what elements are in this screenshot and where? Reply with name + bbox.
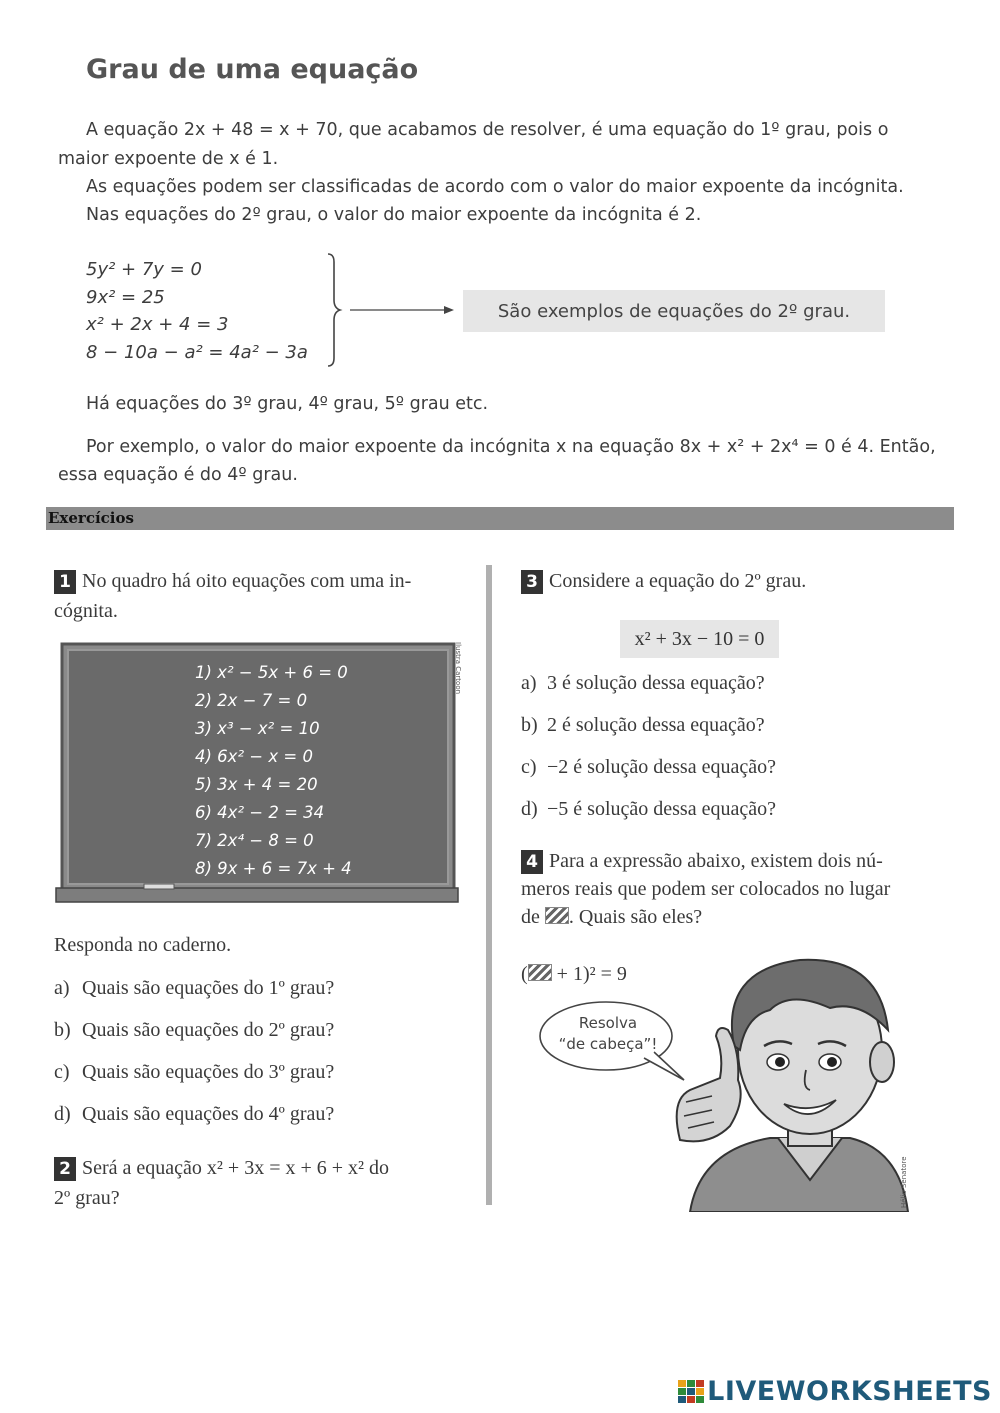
example-equation: x² + 2x + 4 = 3: [86, 314, 229, 335]
example-equation: 5y² + 7y = 0: [86, 259, 202, 280]
exercise-number: 1: [54, 570, 76, 594]
intro-paragraph-1-cont: maior expoente de x é 1.: [58, 149, 279, 169]
exercise-4-expression: ( + 1)² = 9: [521, 963, 627, 985]
boy-thinking-illustration: [660, 950, 910, 1212]
column-divider: [486, 565, 492, 1205]
question-3b: b) 2 é solução dessa equação?: [521, 714, 765, 736]
paragraph-example: Por exemplo, o valor do maior expoente da incógnita x na equação 8x + x² + 2x⁴ = 0 é 4. Então,: [86, 437, 936, 457]
board-equation: 2) 2x − 7 = 0: [195, 691, 308, 710]
question-1a: a) Quais são equações do 1º grau?: [54, 977, 335, 999]
board-credit: Ilustra Cartoon: [454, 642, 462, 695]
instruction-text: Responda no caderno.: [54, 934, 232, 956]
page-title: Grau de uma equação: [86, 54, 419, 85]
intro-paragraph-1: A equação 2x + 48 = x + 70, que acabamos de resolver, é uma equação do 1º grau, pois o: [86, 120, 889, 140]
board-equation: 3) x³ − x² = 10: [195, 719, 320, 738]
question-1d: d) Quais são equações do 4º grau?: [54, 1103, 335, 1125]
example-equation: 8 − 10a − a² = 4a² − 3a: [86, 341, 308, 363]
board-equation: 7) 2x⁴ − 8 = 0: [195, 831, 314, 850]
board-equation: 8) 9x + 6 = 7x + 4: [195, 859, 352, 878]
liveworksheets-logo: LIVEWORKSHEETS: [678, 1376, 992, 1407]
exercise-1-statement: 1 No quadro há oito equações com uma in-: [54, 570, 411, 594]
exercise-2-statement-cont: 2º grau?: [54, 1187, 120, 1209]
question-3d: d) −5 é solução dessa equação?: [521, 798, 776, 820]
exercise-2-statement: 2 Será a equação x² + 3x = x + 6 + x² do: [54, 1157, 389, 1181]
exercise-3-statement: 3 Considere a equação do 2º grau.: [521, 570, 806, 594]
board-equation: 6) 4x² − 2 = 34: [195, 803, 325, 822]
placeholder-hatch-icon: [545, 907, 569, 924]
question-1c: c) Quais são equações do 3º grau?: [54, 1061, 335, 1083]
question-3a: a) 3 é solução dessa equação?: [521, 672, 765, 694]
exercise-3-equation: x² + 3x − 10 = 0: [620, 620, 779, 658]
chalkboard-equations: [195, 659, 352, 883]
board-equation: 4) 6x² − x = 0: [195, 747, 313, 766]
exercise-4-statement-end: de . Quais são eles?: [521, 906, 703, 928]
liveworksheets-logo-icon: [678, 1380, 704, 1404]
section-header: Exercícios: [48, 509, 134, 527]
speech-bubble-text: Resolva “de cabeça”!: [558, 1014, 658, 1053]
exercise-4-statement-cont: meros reais que podem ser colocados no lugar: [521, 878, 891, 900]
intro-paragraph-2: As equações podem ser classificadas de acordo com o valor do maior expoente da incógnita.: [86, 177, 904, 197]
callout-box: São exemplos de equações do 2º grau.: [463, 290, 885, 332]
exercise-4-statement: 4 Para a expressão abaixo, existem dois nú-: [521, 850, 883, 874]
paragraph-example-cont: essa equação é do 4º grau.: [58, 465, 298, 485]
section-header-bar: [46, 507, 954, 530]
exercise-number: 2: [54, 1157, 76, 1181]
paragraph-higher-degrees: Há equações do 3º grau, 4º grau, 5º grau etc.: [86, 394, 489, 414]
exercise-number: 3: [521, 570, 543, 594]
question-3c: c) −2 é solução dessa equação?: [521, 756, 776, 778]
board-equation: 5) 3x + 4 = 20: [195, 775, 318, 794]
example-equations: [86, 256, 308, 366]
exercise-number: 4: [521, 850, 543, 874]
intro-paragraph-3: Nas equações do 2º grau, o valor do maior expoente da incógnita é 2.: [86, 205, 702, 225]
board-equation: 1) x² − 5x + 6 = 0: [195, 663, 348, 682]
brace-arrow-icon: [320, 250, 460, 370]
exercise-1-statement-cont: cógnita.: [54, 600, 118, 622]
illustration-credit: Hélio Senatore: [900, 1156, 908, 1208]
question-1b: b) Quais são equações do 2º grau?: [54, 1019, 335, 1041]
placeholder-hatch-icon: [528, 964, 552, 981]
example-equation: 9x² = 25: [86, 286, 165, 308]
